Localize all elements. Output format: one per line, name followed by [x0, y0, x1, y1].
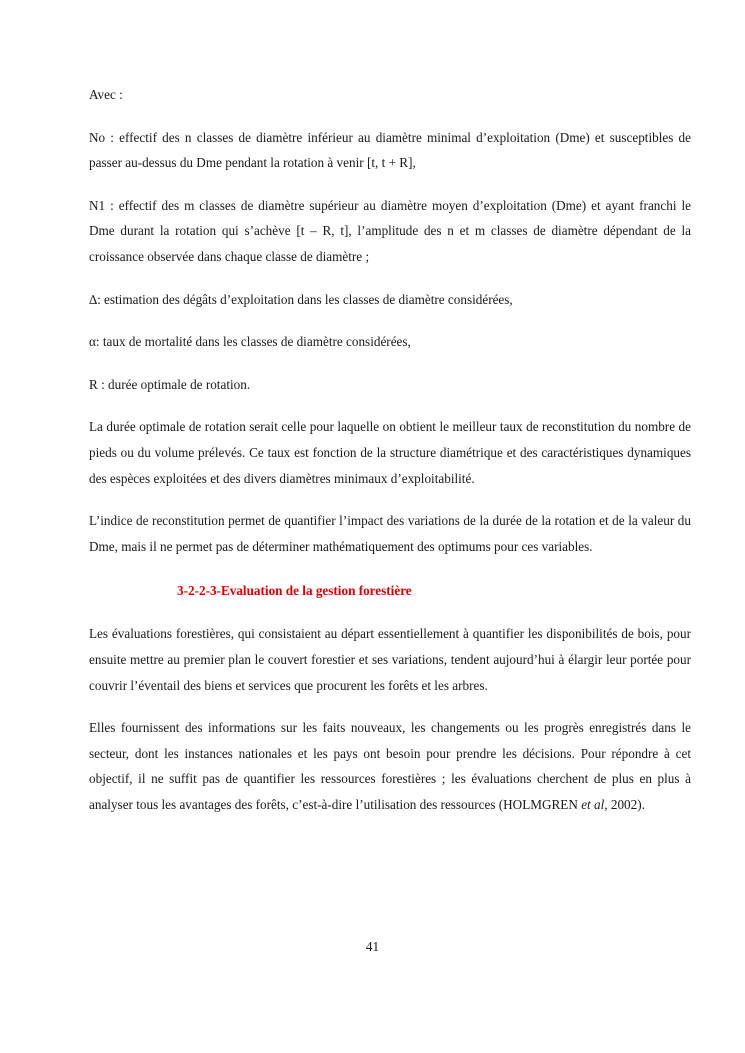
citation-year: , 2002). — [604, 796, 645, 812]
definition-no: No : effectif des n classes de diamètre inférieur au diamètre minimal d’exploitation (Dme) et susceptibles de passer au-dessus du Dme pendant la rotation à venir [t, t + R], — [89, 129, 691, 171]
definition-n1: N1 : effectif des m classes de diamètre supérieur au diamètre moyen d’exploitation (Dme) et ayant franchi le Dme durant la rotation qui s’achève [t – R, t], l’amplitude des n et m classes de diamètre dépendant de la croissance observée dans chaque classe de diamètre ; — [89, 197, 691, 264]
section-heading: 3-2-2-3-Evaluation de la gestion forestière — [177, 583, 412, 599]
paragraph-informations — [89, 715, 691, 817]
definition-delta: ∆: estimation des dégâts d’exploitation dans les classes de diamètre considérées, — [89, 291, 513, 307]
paragraph-informations-text: Elles fournissent des informations sur les faits nouveaux, les changements ou les progrès enregistrés dans le secteur, dont les instances nationales et les pays ont besoin pour prendre les décisions. Pour répondre à cet objectif, il ne suffit pas de quantifier les ressources forestières ; les évaluations cherchent de plus en plus à analyser tous les avantages des forêts, c’est-à-dire l’utilisation des ressources (HOLMGREN — [89, 720, 691, 812]
citation-et-al: et al — [581, 796, 605, 812]
paragraph-evaluations: Les évaluations forestières, qui consistaient au départ essentiellement à quantifier les disponibilités de bois, pour ensuite mettre au premier plan le couvert forestier et ses variations, tendent aujourd’hui à élargir leur portée pour couvrir l’éventail des biens et services que procurent les forêts et les arbres. — [89, 626, 691, 693]
definition-r: R : durée optimale de rotation. — [89, 376, 251, 392]
definition-alpha: α: taux de mortalité dans les classes de diamètre considérées, — [89, 334, 411, 350]
paragraph-rotation: La durée optimale de rotation serait celle pour laquelle on obtient le meilleur taux de reconstitution du nombre de pieds ou du volume prélevés. Ce taux est fonction de la structure diamétrique et des caractéristiques dynamiques des espèces exploitées et des divers diamètres minimaux d’exploitabilité. — [89, 419, 691, 486]
paragraph-indice: L’indice de reconstitution permet de quantifier l’impact des variations de la durée de la rotation et de la valeur du Dme, mais il ne permet pas de déterminer mathématiquement des optimums pour ces variables. — [89, 513, 691, 554]
avec-label: Avec : — [89, 87, 123, 102]
page-number: 41 — [365, 939, 380, 954]
page-body — [89, 82, 691, 817]
